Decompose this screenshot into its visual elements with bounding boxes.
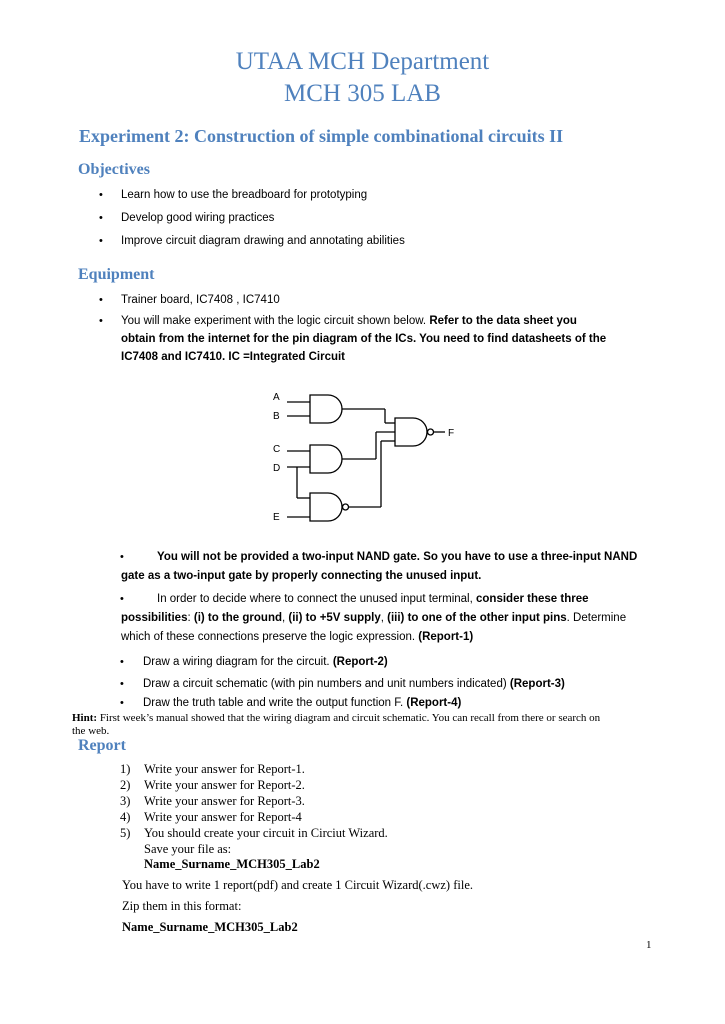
report-item: Write your answer for Report-1. [144,762,305,776]
instruction-2-cont [121,631,473,643]
instruction-3-text: Draw a wiring diagram for the circuit. [143,656,333,668]
instruction-5-text: Draw the truth table and write the output function F. [143,697,407,709]
instruction-2-text: which of these connections preserve the logic expression. [121,631,419,643]
equipment-heading: Equipment [78,266,155,283]
bullet-icon: • [120,678,124,690]
save-filename: Name_Surname_MCH305_Lab2 [144,857,320,871]
report-item: Write your answer for Report-3. [144,794,305,808]
instruction-2-text-bold: consider these three [476,593,589,605]
equipment-text-bold: Refer to the data sheet you [429,315,577,327]
bullet-icon: • [120,697,124,709]
hint-label: Hint: [72,712,98,724]
label-a: A [273,392,280,403]
and-gate-2 [310,445,342,473]
instruction-2-text: , [282,612,289,624]
course-title: MCH 305 LAB [284,80,441,107]
save-label: Save your file as: [144,842,232,856]
report-item: You should create your circuit in Circiut Wizard. [144,826,388,840]
equipment-text: You will make experiment with the logic circuit shown below. [121,315,430,327]
nand-gate-3-bubble [343,504,349,510]
instruction-2-text-bold: (iii) to one of the other input pins [387,612,567,624]
label-d: D [273,463,281,474]
zip-filename: Name_Surname_MCH305_Lab2 [122,920,298,934]
equipment-text-bold: IC7408 and IC7410. IC =Integrated Circuit [121,351,346,363]
bullet-icon: • [120,593,124,605]
instruction-2-text-bold: possibilities [121,612,188,624]
instruction-1-cont [121,570,481,582]
bullet-icon: • [120,551,124,563]
experiment-title: Experiment 2: Construction of simple combinational circuits II [79,126,564,146]
objective-item: Improve circuit diagram drawing and annotating abilities [121,235,405,247]
report-item-number: 4) [120,810,131,824]
equipment-item [121,294,280,306]
write-instruction: You have to write 1 report(pdf) and create 1 Circuit Wizard(.cwz) file. [122,878,473,892]
instruction-5 [143,697,461,709]
bullet-icon: • [99,315,103,327]
label-b: B [273,411,280,422]
instruction-4-text-bold: (Report-3) [509,678,565,690]
instruction-1-text: gate as a two-input gate by properly connecting the unused input. [121,570,482,582]
instruction-4-text: Draw a circuit schematic (with pin numbers and unit numbers indicated) [143,678,510,690]
equipment-item-text: Trainer board, IC7408 , IC7410 [121,294,280,306]
instruction-3-text-bold: (Report-2) [332,656,388,668]
instruction-2-text: , [380,612,388,624]
instruction-3 [143,656,388,668]
instruction-2-text-bold: (i) to the ground [193,612,283,624]
instruction-2-cont [121,612,626,624]
bullet-icon: • [99,189,103,201]
zip-instruction: Zip them in this format: [122,899,242,913]
report-item-number: 5) [120,826,131,840]
label-e: E [273,512,280,523]
instruction-2-text-bold: (ii) to +5V supply [288,612,381,624]
report-item: Write your answer for Report-4 [144,810,302,824]
and-gate-1 [310,395,342,423]
bullet-icon: • [120,656,124,668]
instruction-1-text: You will not be provided a two-input NAND gate. So you have to use a three-input NAND [157,551,638,563]
nand-gate-out [395,418,427,446]
hint-text: First week’s manual showed that the wiring diagram and circuit schematic. You can recall from there or search on [97,712,601,724]
objective-item: Develop good wiring practices [121,212,275,224]
objective-item: Learn how to use the breadboard for prototyping [121,189,368,201]
instruction-2-text: : [187,612,194,624]
department-title: UTAA MCH Department [235,48,490,75]
bullet-icon: • [99,235,103,247]
nand-gate-3 [310,493,342,521]
label-f: F [448,428,455,439]
report-heading: Report [78,737,126,754]
instruction-2-text: In order to decide where to connect the unused input terminal, [157,593,477,605]
hint-text: the web. [72,725,110,737]
instruction-1 [157,551,637,563]
instruction-5-text-bold: (Report-4) [406,697,462,709]
equipment-item-cont [121,333,606,345]
objectives-heading: Objectives [78,161,150,178]
report-item-number: 2) [120,778,131,792]
instruction-2-text: . Determine [566,612,627,624]
label-c: C [273,444,281,455]
hint-line-cont [72,725,109,737]
bullet-icon: • [99,294,103,306]
logic-circuit-diagram [250,385,480,530]
instruction-2 [157,593,589,605]
instruction-4 [143,678,565,690]
instruction-2-text-bold: (Report-1) [418,631,474,643]
report-item-number: 3) [120,794,131,808]
equipment-item-cont [121,351,345,363]
report-item-number: 1) [120,762,131,776]
nand-gate-out-bubble [428,429,434,435]
hint-line [72,712,600,724]
page-number: 1 [646,939,652,951]
equipment-text-bold: obtain from the internet for the pin diagram of the ICs. You need to find datasheets of the [121,333,607,345]
bullet-icon: • [99,212,103,224]
equipment-item [121,315,577,327]
report-item: Write your answer for Report-2. [144,778,305,792]
